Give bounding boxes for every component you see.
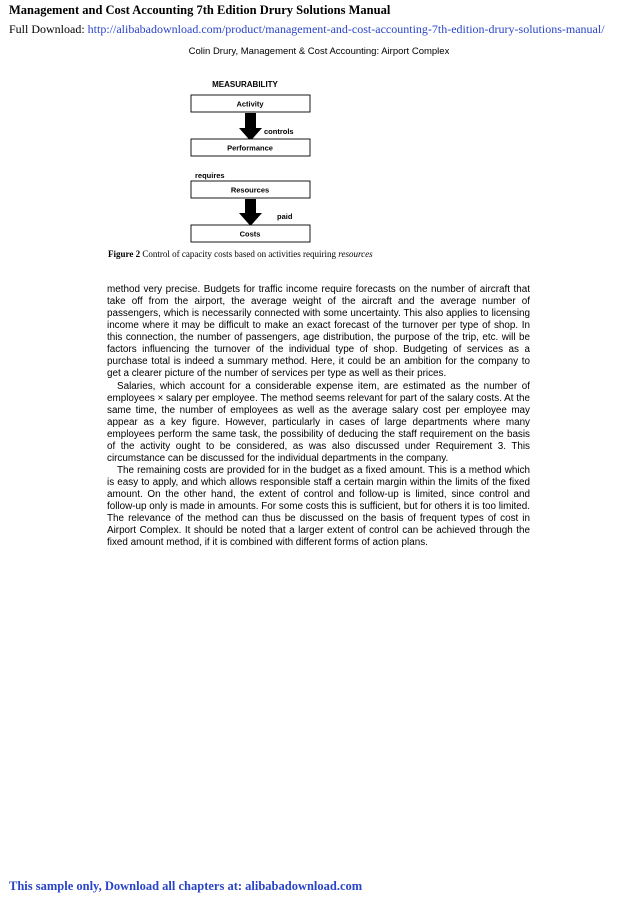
performance-label: Performance	[227, 143, 273, 153]
figure-caption	[108, 249, 373, 259]
caption-emphasis: resources	[338, 249, 373, 259]
costs-label: Costs	[239, 229, 261, 239]
measurability-diagram	[0, 0, 638, 260]
body-text	[107, 284, 530, 549]
footer-download-link[interactable]: This sample only, Download all chapters at: alibabadownload.com	[9, 879, 363, 893]
diagram-heading: MEASURABILITY	[212, 80, 278, 89]
requires-label: requires	[195, 171, 225, 180]
arrow-down-icon	[239, 199, 262, 226]
running-head: Colin Drury, Management & Cost Accounting: Airport Complex	[188, 46, 450, 57]
controls-label: controls	[264, 127, 294, 136]
activity-label: Activity	[236, 99, 264, 109]
paid-label: paid	[277, 212, 293, 221]
paragraph: The remaining costs are provided for in the budget as a fixed amount. This is a method which is easy to apply, and which allows responsible staff a certain margin within the limits of the fixed amount. On the other hand, the extent of control and follow-up is limited, since control and follow-up only is made in amounts. For some costs this is sufficient, but for others it is too limited. The relevance of the method can thus be discussed on the basis of frequent types of cost in Airport Complex. It should be noted that a larger extent of control can be achieved through the fixed amount method, if it is combined with different forms of action plans.	[107, 464, 530, 549]
caption-text: Control of capacity costs based on activities requiring	[140, 249, 339, 259]
paragraph: Salaries, which account for a considerable expense item, are estimated as the number of employees × salary per employee. The method seems relevant for part of the salary costs. At the same time, the number of employees as well as the average salary cost per employee may appear as a key figure. However, particularly in cases of large departments where many employees perform the same task, the possibility of deducing the staff requirement on the basis of the activity ought to be considered, as was also discussed under Requirement 3. This circumstance can be discussed for the individual departments in the company.	[107, 380, 530, 464]
arrow-down-icon	[239, 113, 262, 141]
figure-number: Figure 2	[108, 249, 141, 259]
download-link[interactable]: http://alibabadownload.com/product/management-and-cost-accounting-7th-edition-drury-solutions-manual/	[87, 22, 605, 36]
paragraph: method very precise. Budgets for traffic income require forecasts on the number of aircraft that take off from the airport, the average weight of the aircraft and the average number of passengers, which is necessarily connected with some uncertainty. This also applies to licensing income where it may be difficult to make an exact forecast of the turnover per type of shop. In this connection, the number of passengers, age distribution, the purpose of the trip, etc. will be factors influencing the turnover of the individual type of shop. Budgeting of services as a purchase total is indeed a summary method. Here, it could be an ambition for the company to get a clearer picture of the number of services per type as well as their prices.	[107, 284, 530, 380]
download-prefix: Full Download:	[9, 22, 88, 36]
resources-label: Resources	[230, 185, 270, 195]
document-title: Management and Cost Accounting 7th Edition Drury Solutions Manual	[9, 3, 391, 17]
